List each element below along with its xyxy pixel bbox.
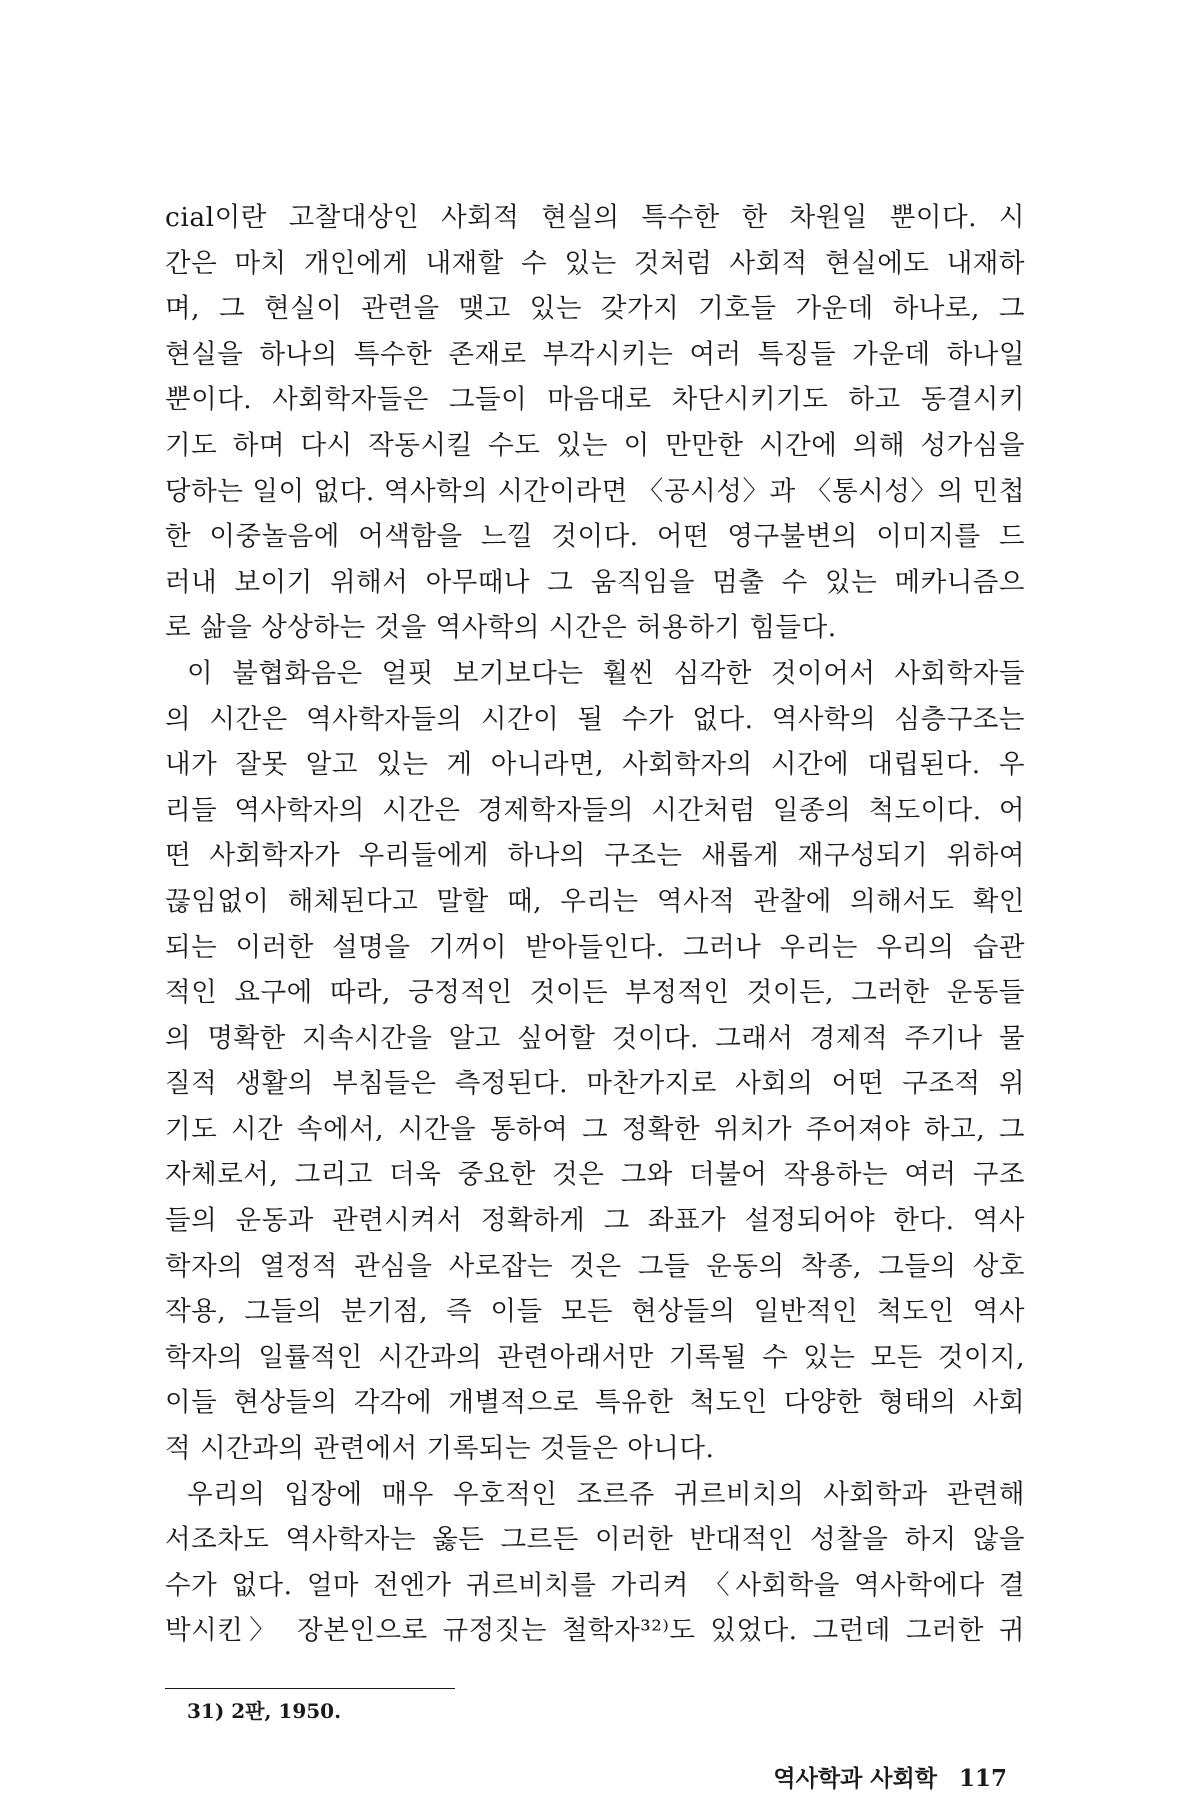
text-line: 서조차도 역사학자는 옳든 그르든 이러한 반대적인 성찰을 하지 않을	[165, 1524, 1025, 1556]
text-line: 자체로서, 그리고 더욱 중요한 것은 그와 더불어 작용하는 여러 구조	[165, 1159, 1025, 1191]
text-line: 들의 운동과 관련시켜서 정확하게 그 좌표가 설정되어야 한다. 역사	[165, 1205, 1025, 1237]
running-footer	[773, 1767, 1007, 1790]
text-line: 학자의 열정적 관심을 사로잡는 것은 그들 운동의 착종, 그들의 상호	[165, 1250, 1025, 1282]
text-line: 질적 생활의 부침들은 측정된다. 마찬가지로 사회의 어떤 구조적 위	[165, 1068, 1025, 1100]
text-line: 현실을 하나의 특수한 존재로 부각시키는 여러 특징들 가운데 하나일	[165, 338, 1025, 370]
text-line: 우리의 입장에 매우 우호적인 조르쥬 귀르비치의 사회학과 관련해	[187, 1478, 1025, 1510]
text-line: 이 불협화음은 얼핏 보기보다는 훨씬 심각한 것이어서 사회학자들	[187, 657, 1025, 689]
footnote: 31) 2판, 1950.	[187, 1699, 342, 1723]
text-line: 의 명확한 지속시간을 알고 싶어할 것이다. 그래서 경제적 주기나 물	[165, 1022, 1025, 1054]
footnote-rule	[165, 1688, 455, 1689]
text-line: 며, 그 현실이 관련을 맺고 있는 갖가지 기호들 가운데 하나로, 그	[165, 293, 1025, 325]
text-line: 이들 현상들의 각각에 개별적으로 특유한 척도인 다양한 형태의 사회	[165, 1387, 1025, 1419]
text-line: 끊임없이 해체된다고 말할 때, 우리는 역사적 관찰에 의해서도 확인	[165, 885, 1025, 917]
text-line: 한 이중놀음에 어색함을 느낄 것이다. 어떤 영구불변의 이미지를 드	[165, 521, 1025, 553]
text-line: cial이란 고찰대상인 사회적 현실의 특수한 한 차원일 뿐이다. 시	[165, 202, 1025, 233]
body-text	[165, 195, 1025, 1654]
text-line: 리들 역사학자의 시간은 경제학자들의 시간처럼 일종의 척도이다. 어	[165, 794, 1025, 826]
text-line: 간은 마치 개인에게 내재할 수 있는 것처럼 사회적 현실에도 내재하	[165, 247, 1025, 279]
text-line: 수가 없다. 얼마 전엔가 귀르비치를 가리켜 〈사회학을 역사학에다 결	[165, 1569, 1025, 1601]
text-line: 당하는 일이 없다. 역사학의 시간이라면 〈공시성〉과 〈통시성〉의 민첩	[165, 475, 1025, 507]
text-line: 적 시간과의 관련에서 기록되는 것들은 아니다.	[165, 1433, 715, 1465]
page-number: 117	[958, 1765, 1007, 1792]
text-line: 로 삶을 상상하는 것을 역사학의 시간은 허용하기 힘들다.	[165, 612, 837, 644]
text-line: 적인 요구에 따라, 긍정적인 것이든 부정적인 것이든, 그러한 운동들	[165, 977, 1025, 1009]
text-line: 기도 시간 속에서, 시간을 통하여 그 정확한 위치가 주어져야 하고, 그	[165, 1113, 1025, 1145]
text-line: 되는 이러한 설명을 기꺼이 받아들인다. 그러나 우리는 우리의 습관	[165, 931, 1025, 963]
text-line: 학자의 일률적인 시간과의 관련아래서만 기록될 수 있는 모든 것이지,	[165, 1341, 1025, 1373]
text-line: 박시킨〉 장본인으로 규정짓는 철학자³²⁾도 있었다. 그런데 그러한 귀	[165, 1615, 1025, 1647]
text-line: 러내 보이기 위해서 아무때나 그 움직임을 멈출 수 있는 메카니즘으	[165, 566, 1025, 598]
running-footer-title: 역사학과 사회학	[773, 1765, 937, 1792]
text-line: 기도 하며 다시 작동시킬 수도 있는 이 만만한 시간에 의해 성가심을	[165, 429, 1025, 461]
text-line: 의 시간은 역사학자들의 시간이 될 수가 없다. 역사학의 심층구조는	[165, 703, 1025, 735]
text-line: 작용, 그들의 분기점, 즉 이들 모든 현상들의 일반적인 척도인 역사	[165, 1296, 1025, 1328]
text-line: 내가 잘못 알고 있는 게 아니라면, 사회학자의 시간에 대립된다. 우	[165, 749, 1025, 781]
text-line: 떤 사회학자가 우리들에게 하나의 구조는 새롭게 재구성되기 위하여	[165, 840, 1025, 872]
text-line: 뿐이다. 사회학자들은 그들이 마음대로 차단시키기도 하고 동결시키	[165, 384, 1025, 416]
